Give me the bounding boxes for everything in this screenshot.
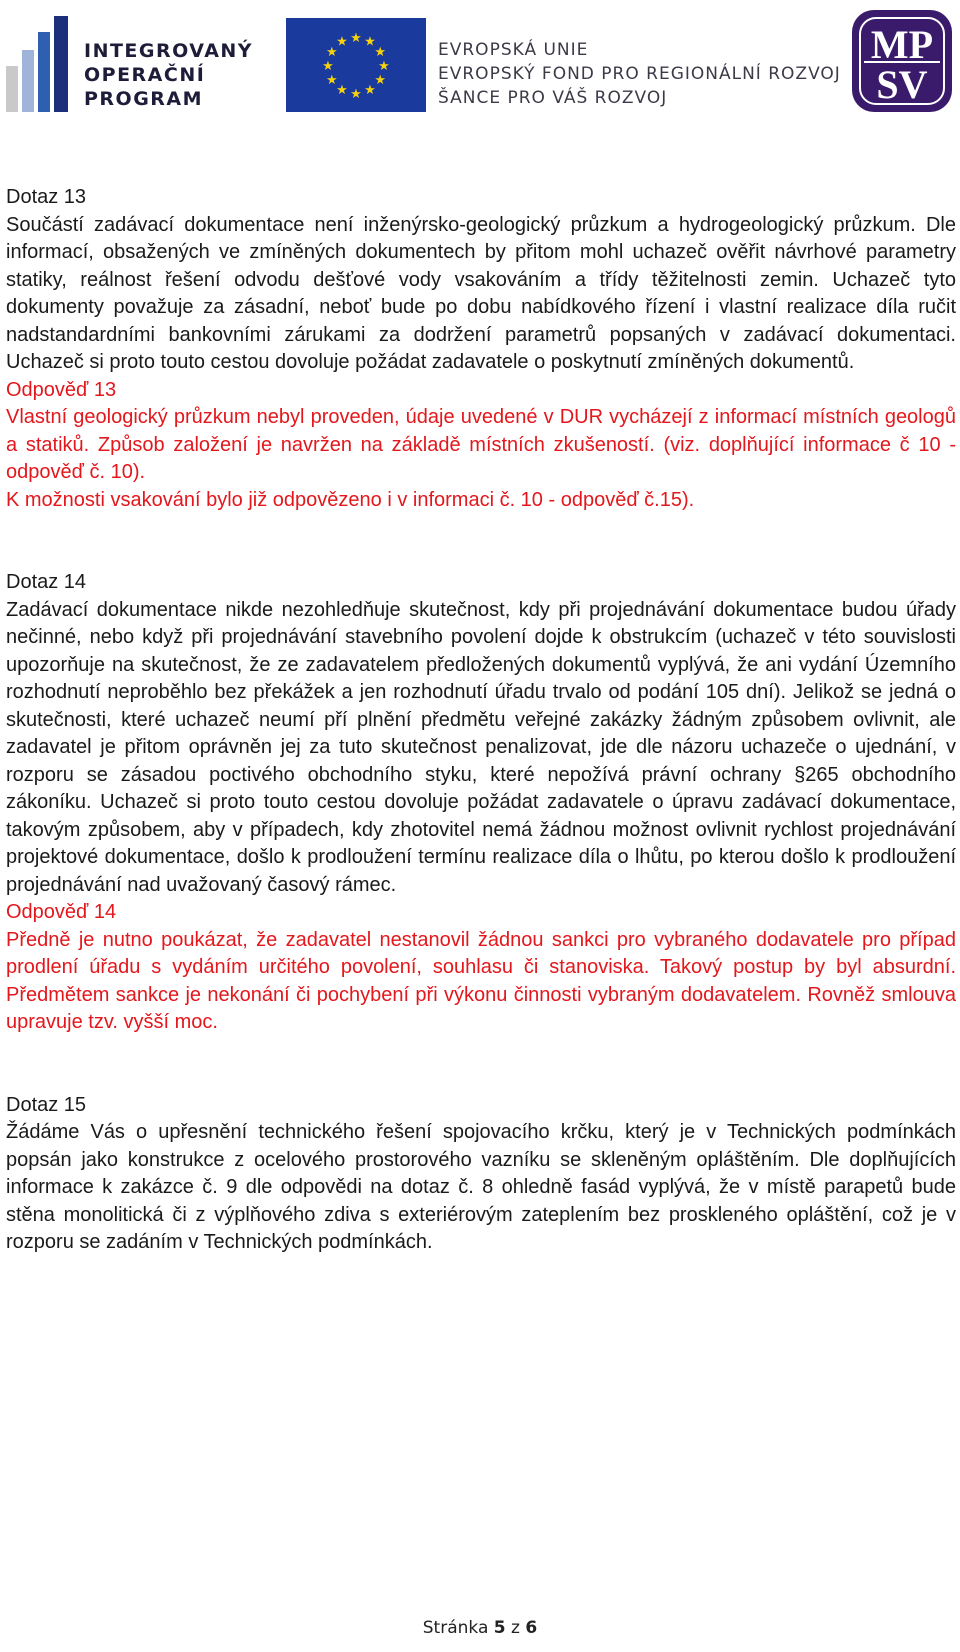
question-heading: Dotaz 13 [6, 186, 87, 208]
svg-text:★: ★ [336, 83, 348, 99]
document-body [6, 184, 956, 1257]
answer-text: Předně je nutno poukázat, že zadavatel nestanovil žádnou sankci pro vybraného dodavatele pro případ prodlení úřadu s vydáním určitého povolení, souhlasu či stanoviska. Takový postup by byl absurdní. Předmětem sankce je nekonání či pochybení při výkonu činnosti vybraným dodavatelem. Rovněž smlouva upravuje tzv. vyšší moc. [6, 928, 956, 1033]
iop-line-2: OPERAČNÍ [84, 64, 206, 86]
svg-text:★: ★ [350, 87, 362, 102]
eu-logo [286, 18, 841, 112]
footer-sep: z [511, 1618, 520, 1638]
answer-heading: Odpověď 14 [6, 901, 117, 923]
svg-text:★: ★ [325, 73, 338, 88]
mpsv-logo [850, 8, 954, 114]
question-text: Zadávací dokumentace nikde nezohledňuje skutečnost, kdy při projednávání dokumentace budou úřady nečinné, nebo když při projednávání stavebního povolení dojde k obstrukcím (uchazeč v této souvislosti upozorňuje na skutečnost, že ze zadavatelem předložených dokumentů vyplývá, že ani vydání Územního rozhodnutí neproběhlo bez překážek a jen rozhodnutí úřadu trvalo od podání 105 dní). Jelikož se jedná o skutečnosti, které uchazeč neumí pří plnění předmětu veřejné zakázky žádným způsobem ovlivnit, ale zadavatel je přitom oprávněn jej za tuto skutečnost penalizovat, jde dle názoru uchazeče o ujednání, v rozporu se zásadou poctivého obchodního styku, které nepožívá právní ochrany §265 obchodního zákoníku. Uchazeč si proto touto cestou dovoluje požádat zadavatele o úpravu zadávací dokumentace, takovým způsobem, aby v případech, kdy zhotovitel nemá žádnou možnost ovlivnit rychlost projednávání projektové dokumentace, došlo k prodloužení termínu realizace díla o lhůtu, po kterou došlo k prodloužení projednávání nad uvažovaný časový rámec. [6, 598, 956, 896]
svg-text:★: ★ [374, 73, 387, 88]
eu-line-3: ŠANCE PRO VÁŠ ROZVOJ [438, 88, 668, 108]
svg-text:★: ★ [364, 83, 376, 99]
mpsv-top: MP [870, 22, 934, 67]
section-dotaz-13 [6, 184, 956, 514]
mpsv-bottom: SV [876, 62, 928, 107]
svg-text:★: ★ [374, 45, 387, 60]
footer-total-pages: 6 [525, 1618, 538, 1638]
page-footer [0, 1618, 960, 1638]
svg-text:★: ★ [322, 59, 334, 74]
answer-heading: Odpověď 13 [6, 378, 117, 401]
svg-text:★: ★ [325, 45, 338, 60]
svg-text:★: ★ [350, 31, 362, 46]
eu-line-2: EVROPSKÝ FOND PRO REGIONÁLNÍ ROZVOJ [438, 64, 841, 84]
answer-text: Vlastní geologický průzkum nebyl proveden, údaje uvedené v DUR vycházejí z informací místních geologů a statiků. Způsob založení je navržen na základě místních zkušeností. (viz. doplňující informace č 10 - odpověď č. 10). [6, 406, 956, 483]
question-heading: Dotaz 15 [6, 1093, 87, 1116]
iop-line-3: PROGRAM [84, 88, 204, 110]
svg-text:★: ★ [364, 34, 376, 50]
answer-text: K možnosti vsakování bylo již odpovězeno i v informaci č. 10 - odpověď č.15). [6, 488, 695, 511]
eu-flag-icon [286, 18, 426, 112]
section-dotaz-14 [6, 569, 956, 1037]
iop-logo [6, 16, 254, 112]
question-text: Žádáme Vás o upřesnění technického řešení spojovacího krčku, který je v Technických podmínkách popsán jako konstrukce z ocelového prostorového vazníku se skleněným opláštěním. Dle doplňujících informace k zakázce č. 9 dle odpovědi na dotaz č. 8 ohledně fasád vyplývá, že v místě parapetů bude stěna monolitická či z výplňového zdiva s exteriérovým zateplením bez proskleného opláštění, což je v rozporu se zadáním v Technických podmínkách. [6, 1121, 956, 1253]
section-dotaz-15 [6, 1092, 956, 1257]
footer-prefix: Stránka [422, 1618, 489, 1638]
svg-text:★: ★ [378, 59, 390, 74]
iop-line-1: INTEGROVANÝ [84, 40, 254, 62]
page-header [0, 0, 960, 120]
footer-current-page: 5 [493, 1618, 506, 1638]
eu-line-1: EVROPSKÁ UNIE [438, 40, 589, 60]
svg-text:★: ★ [336, 34, 348, 50]
question-heading: Dotaz 14 [6, 571, 87, 593]
iop-bars-icon [6, 16, 70, 112]
question-text: Součástí zadávací dokumentace není inženýrsko-geologický průzkum a hydrogeologický průzkum. Dle informací, obsažených ve zmíněných dokumentech by přitom mohl uchazeč ověřit návrhové parametry statiky, reálnost řešení odvodu dešťové vody vsakováním a třídy těžitelnosti zemin. Uchazeč tyto dokumenty považuje za zásadní, neboť bude po dobu nabídkového řízení i vlastní realizace díla ručit nadstandardními bankovními zárukami za dodržení parametrů popsaných v zadávací dokumentaci. Uchazeč si proto touto cestou dovoluje požádat zadavatele o poskytnutí zmíněných dokumentů. [6, 213, 956, 373]
